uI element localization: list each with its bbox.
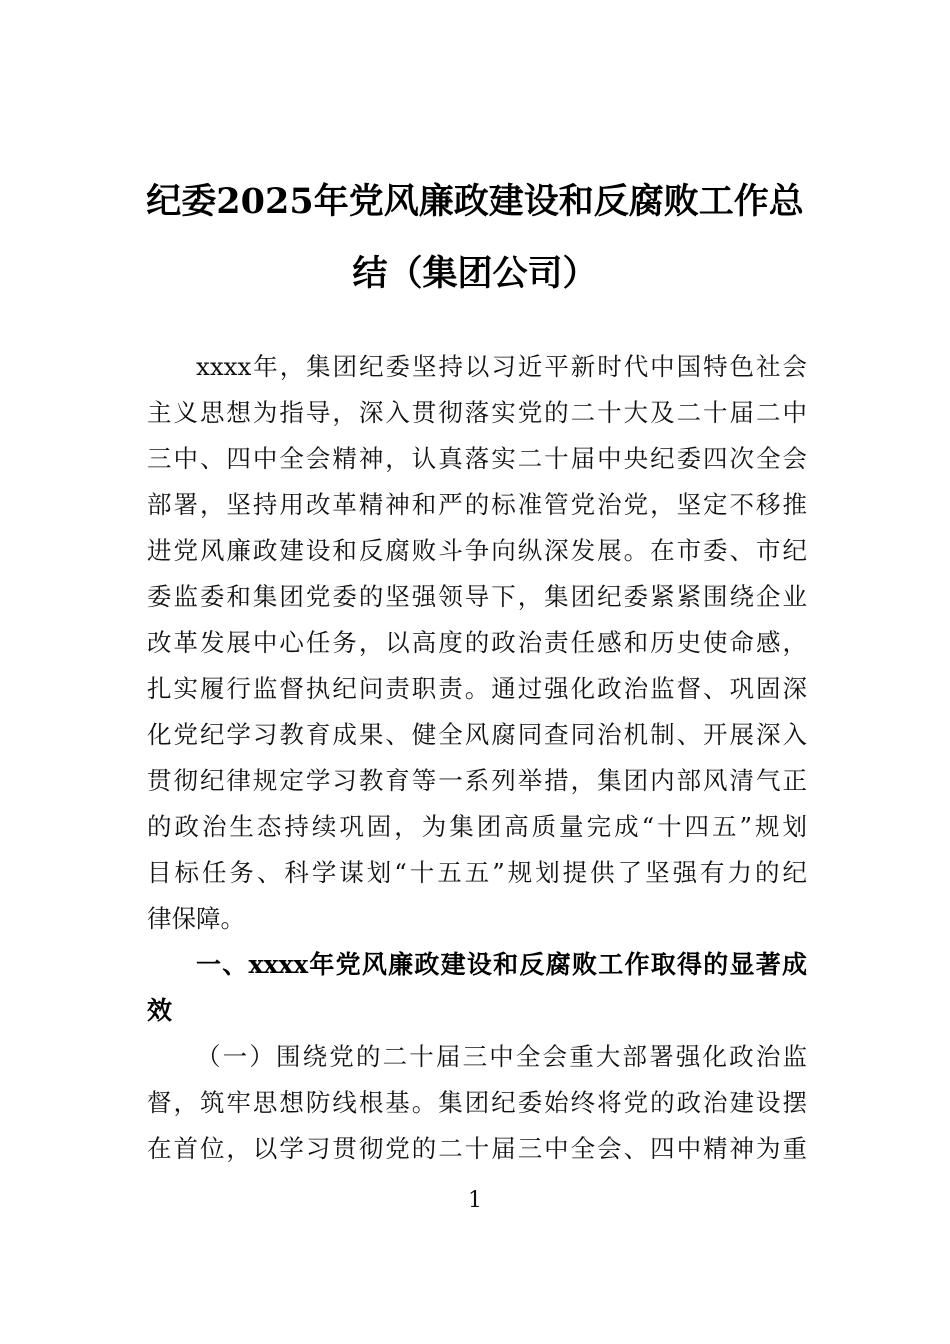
section-heading-line-2: 效: [147, 996, 173, 1025]
subsection-line-2: 督，筑牢思想防线根基。集团纪委始终将党的政治建设摆: [147, 1088, 807, 1117]
intro-line-7: 改革发展中心任务，以高度的政治责任感和历史使命感，: [147, 628, 807, 657]
subsection-line-1: （一）围绕党的二十届三中全会重大部署强化政治监: [196, 1042, 807, 1071]
intro-line-10: 贯彻纪律规定学习教育等一系列举措，集团内部风清气正: [147, 766, 807, 795]
intro-line-8: 扎实履行监督执纪问责职责。通过强化政治监督、巩固深: [147, 674, 807, 703]
intro-line-5: 进党风廉政建设和反腐败斗争向纵深发展。在市委、市纪: [147, 536, 807, 565]
page-number: 1: [468, 1188, 482, 1213]
intro-line-9: 化党纪学习教育成果、健全风腐同查同治机制、开展深入: [147, 720, 807, 749]
intro-line-4: 部署，坚持用改革精神和严的标准管党治党，坚定不移推: [147, 490, 807, 519]
section-heading: [147, 942, 807, 1034]
intro-paragraph: [147, 344, 807, 942]
intro-line-1: xxxx年，集团纪委坚持以习近平新时代中国特色社会: [196, 352, 807, 381]
intro-line-6: 委监委和集团党委的坚强领导下，集团纪委紧紧围绕企业: [147, 582, 807, 611]
intro-line-2: 主义思想为指导，深入贯彻落实党的二十大及二十届二中: [147, 398, 807, 427]
title-line-2: 结（集团公司）: [352, 253, 598, 294]
subsection-line-3: 在首位，以学习贯彻党的二十届三中全会、四中精神为重: [147, 1134, 807, 1163]
subsection-paragraph: [147, 1034, 807, 1172]
intro-line-3: 三中、四中全会精神，认真落实二十届中央纪委四次全会: [147, 444, 807, 473]
intro-line-13: 律保障。: [147, 904, 245, 933]
section-heading-line-1: 一、xxxx年党风廉政建设和反腐败工作取得的显著成: [196, 950, 807, 979]
intro-line-12: 目标任务、科学谋划“十五五”规划提供了坚强有力的纪: [147, 858, 807, 887]
intro-line-11: 的政治生态持续巩固，为集团高质量完成“十四五”规划: [147, 812, 807, 841]
document-title: [140, 166, 810, 310]
title-line-1: 纪委2025年党风廉政建设和反腐败工作总: [146, 181, 804, 222]
document-body: [147, 344, 807, 1172]
